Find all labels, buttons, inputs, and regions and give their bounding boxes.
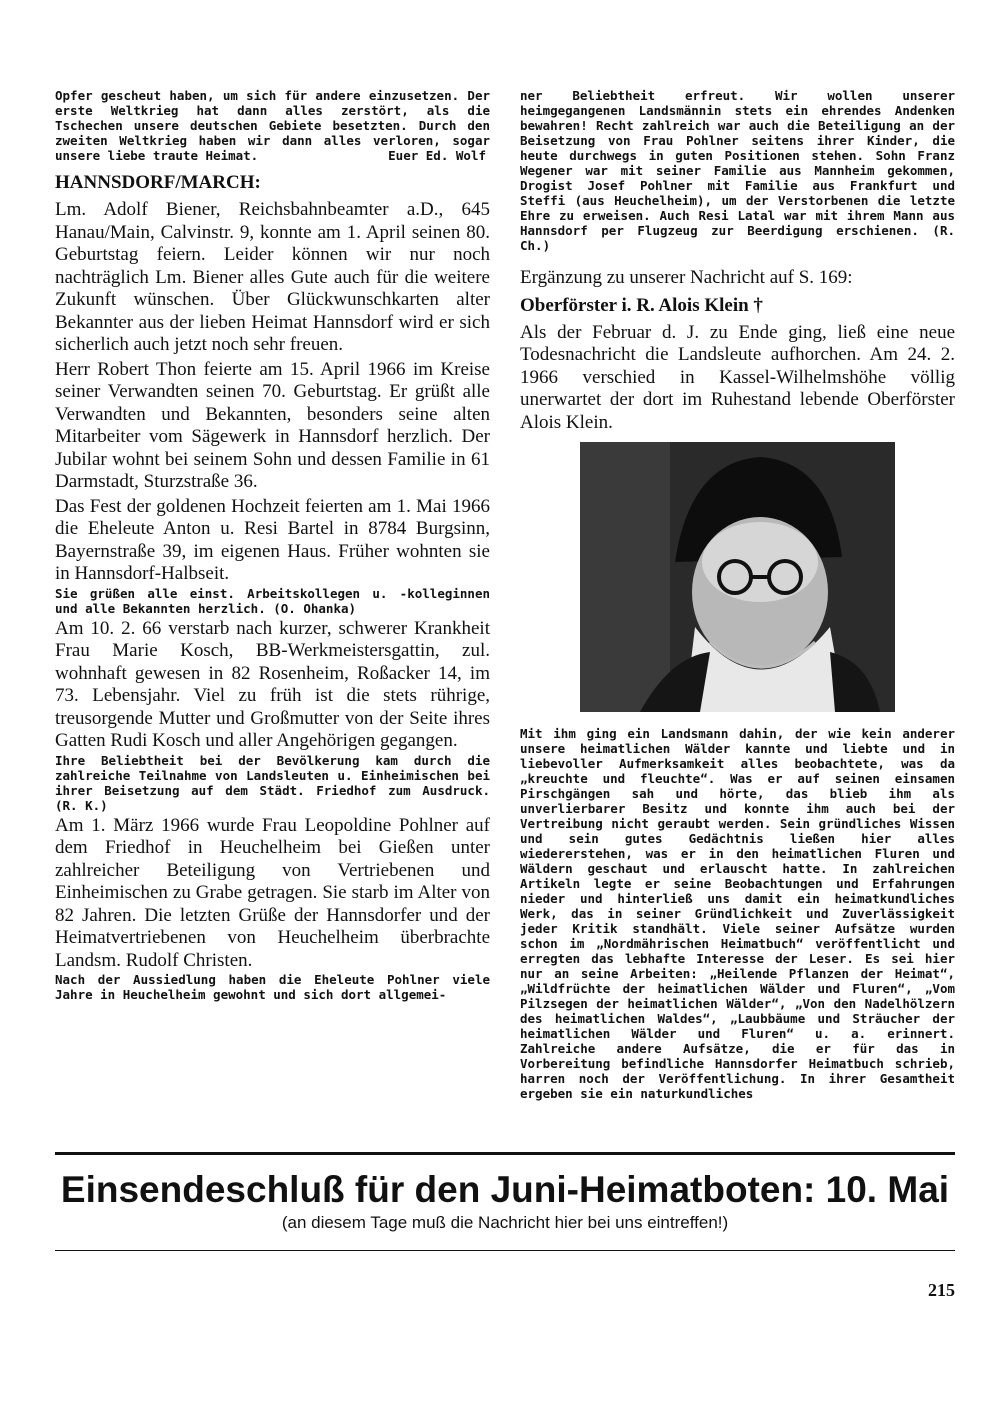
section-heading-hannsdorf: HANNSDORF/MARCH: [55, 172, 261, 193]
right-column [520, 88, 955, 1101]
supplement-note: Ergänzung zu unserer Nachricht auf S. 169: [520, 267, 853, 288]
article-kosch-note: Ihre Beliebtheit bei der Bevölkerung kam durch die zahlreiche Teilnahme von Landsleuten u. Einheimischen bei ihrer Beisetzung auf dem Städt. Friedhof zum Ausdruck. (R. K.) [55, 752, 490, 813]
pohlner-continuation: ner Beliebtheit erfreut. Wir wollen unserer heimgegangenen Landsmännin stets ein ehrendes Andenken bewahren! Recht zahlreich war auch die Beteiligung an der Beisetzung von Frau Pohlner seitens ihrer Kinder, die heute durchwegs in guten Positionen stehen. Sohn Franz Wegener war mit seiner Familie aus Mannheim gekommen, Drogist Josef Pohlner mit Familie aus Frankfurt und Steffi (aus Heuchelheim), um der Verstorbenen die letzte Ehre zu erweisen. Auch Resi Latal war mit ihrem Mann aus Hannsdorf per Flugzeug zur Beerdigung erschienen. (R. Ch.) [520, 88, 955, 253]
portrait-image [580, 442, 895, 712]
portrait-photo [580, 442, 895, 712]
intro-paragraph [55, 88, 490, 163]
intro-signature: Euer Ed. Wolf [388, 148, 486, 163]
intro-text: Opfer gescheut haben, um sich für andere einzusetzen. Der erste Weltkrieg hat dann alles zerstört, als die Tschechen unsere deutschen Gebiete besetzten. Durch den zweiten Weltkrieg haben wir dann alles verloren, sogar unsere liebe traute Heimat. [55, 88, 490, 163]
article-thon: Herr Robert Thon feierte am 15. April 1966 im Kreise seiner Verwandten seinen 70. Geburtstag. Er grüßt alle Verwandten und Bekannten, besonders seine alten Mitarbeiter vom Sägewerk in Hannsdorf herzlich. Der Jubilar wohnt bei seinem Sohn und dessen Familie in 61 Darmstadt, Sturzstraße 36. [55, 358, 490, 492]
left-column [55, 88, 490, 1002]
article-bartel: Das Fest der goldenen Hochzeit feierten am 1. Mai 1966 die Eheleute Anton u. Resi Bartel in 8784 Burgsinn, Bayernstraße 39, im eigenen Haus. Früher wohnten sie in Hannsdorf-Halbseit. [55, 495, 490, 584]
deadline-announcement: Einsendeschluß für den Juni-Heimatboten: 10. Mai [60, 1169, 950, 1210]
obituary-klein-intro: Als der Februar d. J. zu Ende ging, ließ eine neue Todesnachricht die Landsleute aufhorchen. Am 24. 2. 1966 verschied in Kassel-Wilhelmshöhe völlig unerwartet der dort im Ruhestand lebende Oberförster Alois Klein. [520, 321, 955, 433]
divider-top [55, 1152, 955, 1155]
obituary-heading-klein: Oberförster i. R. Alois Klein † [520, 294, 763, 316]
obituary-klein-body: Mit ihm ging ein Landsmann dahin, der wie kein anderer unsere heimatlichen Wälder kannte und liebte und in liebevoller Aufmerksamkeit alles beobachtete, was da „kreuchte und fleuchte“. Was er auf seinen einsamen Pirschgängen sah und hörte, das blieb ihm als unverlierbarer Besitz und konnte ihm auch bei der Vertreibung nicht geraubt werden. Sein gründliches Wissen und sein gutes Gedächtnis ließen hier alles wiedererstehen, was er in den heimatlichen Fluren und Wäldern geschaut und erlauscht hatte. In zahlreichen Artikeln legte er seine Beobachtungen und Erfahrungen nieder und hinterließ uns damit ein heimatkundliches Werk, das in seiner Gründlichkeit und Zuverlässigkeit jeder Kritik standhält. Viele seiner Aufsätze wurden schon im „Nordmährischen Heimatbuch“ veröffentlicht und erregten das lebhafte Interesse der Leser. Es sei hier nur an seine Arbeiten: „Heilende Pflanzen der Heimat“, „Wildfrüchte der heimatlichen Wälder und Fluren“, „Vom Pilzsegen der heimatlichen Wälder“, „Von den Nadelhölzern des heimatlichen Waldes“, „Laubbäume und Sträucher der heimatlichen Wälder und Fluren“ u. a. erinnert. Zahlreiche andere Aufsätze, die er für das in Vorbereitung befindliche Hannsdorfer Heimatbuch schrieb, harren noch der Veröffentlichung. In ihrer Gesamtheit ergeben sie ein naturkundliches [520, 726, 955, 1101]
article-pohlner: Am 1. März 1966 wurde Frau Leopoldine Pohlner auf dem Friedhof in Heuchelheim bei Gießen unter zahlreicher Beteiligung von Vertriebenen und Einheimischen zu Grabe getragen. Sie starb im Alter von 82 Jahren. Die letzten Grüße der Hannsdorfer und der Heimatvertriebenen von Heuchelheim überbrachte Landsm. Rudolf Christen. [55, 814, 490, 971]
article-kosch: Am 10. 2. 66 verstarb nach kurzer, schwerer Krankheit Frau Marie Kosch, BB-Werkmeistersgattin, zul. wohnhaft gewesen in 82 Rosenheim, Roßacker 14, im 73. Lebensjahr. Viel zu früh ist die stets rührige, treusorgende Mutter und Großmutter von der Seite ihres Gatten Rudi Kosch und aller Angehörigen gegangen. [55, 617, 490, 751]
article-pohlner-note: Nach der Aussiedlung haben die Eheleute Pohlner viele Jahre in Heuchelheim gewohnt und sich dort allgemei- [55, 972, 490, 1002]
article-bartel-note: Sie grüßen alle einst. Arbeitskollegen u. -kolleginnen und alle Bekannten herzlich. (O. Ohanka) [55, 585, 490, 616]
page-number: 215 [928, 1280, 955, 1300]
deadline-subtext: (an diesem Tage muß die Nachricht hier bei uns eintreffen!) [281, 1213, 729, 1232]
article-biener: Lm. Adolf Biener, Reichsbahnbeamter a.D., 645 Hanau/Main, Calvinstr. 9, konnte am 1. April seinen 80. Geburtstag feiern. Leider können wir nur noch nachträglich Lm. Biener alles Gute auch für die weitere Zukunft wünschen. Über Glückwunschkarten alter Bekannter aus der lieben Heimat Hannsdorf wird er sich sicherlich auch jetzt noch sehr freuen. [55, 199, 490, 355]
divider-bottom [55, 1250, 955, 1251]
